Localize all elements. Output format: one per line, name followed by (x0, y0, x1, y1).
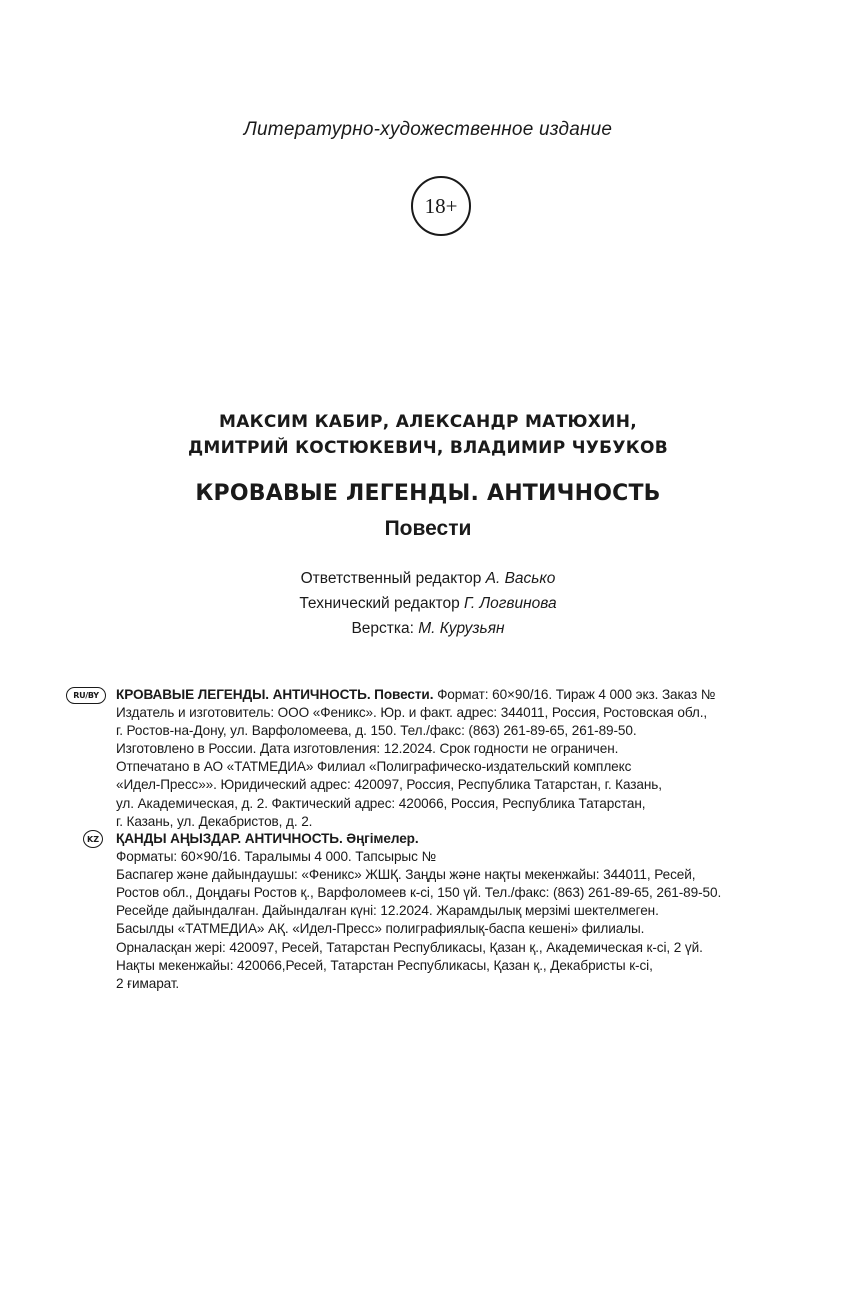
age-rating-badge (411, 176, 471, 236)
imprint-line (116, 686, 715, 704)
imprint-kz-block (116, 830, 721, 993)
credit-name: М. Курузьян (418, 620, 505, 637)
book-title: КРОВАВЫЕ ЛЕГЕНДЫ. АНТИЧНОСТЬ (195, 481, 661, 506)
imprint-line: ул. Академическая, д. 2. Фактический адрес: 420066, Россия, Республика Татарстан, (116, 795, 646, 811)
imprint-line: Ресейде дайындалған. Дайындалған күні: 12.2024. Жарамдылық мерзімі шектелмеген. (116, 903, 659, 919)
imprint-line: г. Ростов-на-Дону, ул. Варфоломеева, д. 150. Тел./факс: (863) 261-89-65, 261-89-50. (116, 723, 637, 739)
credit-name: Г. Логвинова (464, 595, 557, 612)
imprint-line: Форматы: 60×90/16. Таралымы 4 000. Тапсырыс № (116, 849, 436, 865)
genre-label: Литературно-художественное издание (243, 119, 613, 140)
imprint-line: Издатель и изготовитель: ООО «Феникс». Юр. и факт. адрес: 344011, Россия, Ростовская обл., (116, 705, 708, 721)
imprint-line (116, 830, 721, 848)
imprint-line: Нақты мекенжайы: 420066,Ресей, Татарстан Республикасы, Қазан қ., Декабристы к-сі, (116, 957, 653, 973)
imprint-title: КРОВАВЫЕ ЛЕГЕНДЫ. АНТИЧНОСТЬ. Повести. (116, 687, 434, 702)
age-rating-text: 18+ (424, 193, 458, 218)
authors-line: ДМИТРИЙ КОСТЮКЕВИЧ, ВЛАДИМИР ЧУБУКОВ (187, 438, 669, 458)
imprint-line: «Идел-Пресс»». Юридический адрес: 420097, Россия, Республика Татарстан, г. Казань, (116, 777, 662, 793)
authors-block (0, 409, 856, 461)
kz-badge (83, 830, 103, 848)
imprint-line: Отпечатано в АО «ТАТМЕДИА» Филиал «Полиграфическо-издательский комплекс (116, 759, 632, 775)
imprint-line: Изготовлено в России. Дата изготовления: 12.2024. Срок годности не ограничен. (116, 741, 619, 757)
imprint-line: Басылды «ТАТМЕДИА» АҚ. «Идел-Пресс» полиграфиялық-баспа кешені» филиалы. (116, 921, 645, 937)
imprint-line: Ростов обл., Доңдағы Ростов қ., Варфоломеев к-сі, 150 үй. Тел./факс: (863) 261-89-65, 261-89-50. (116, 885, 722, 901)
ru-by-badge-text: RU/BY (73, 691, 99, 700)
kz-badge-text: KZ (87, 834, 99, 844)
credit-role: Верстка: (351, 620, 414, 637)
credit-line (0, 566, 856, 591)
imprint-line: 2 ғимарат. (116, 975, 180, 991)
credit-name: А. Васько (485, 570, 556, 587)
credit-line (0, 616, 856, 641)
imprint-format: Формат: 60×90/16. Тираж 4 000 экз. Заказ № (437, 687, 716, 702)
imprint-line: Орналасқан жері: 420097, Ресей, Татарстан Республикасы, Қазан қ., Академическая к-сі, 2 үй. (116, 939, 703, 955)
credit-role: Ответственный редактор (300, 570, 482, 587)
book-subtitle: Повести (384, 517, 472, 540)
imprint-line: г. Казань, ул. Декабристов, д. 2. (116, 813, 313, 829)
ru-by-badge (66, 687, 106, 704)
credits-block (0, 566, 856, 641)
authors-line: МАКСИМ КАБИР, АЛЕКСАНДР МАТЮХИН, (219, 412, 637, 432)
imprint-line: Баспагер және дайындаушы: «Феникс» ЖШҚ. Заңды және нақты мекенжайы: 344011, Ресей, (116, 867, 696, 883)
imprint-title: ҚАНДЫ АҢЫЗДАР. АНТИЧНОСТЬ. Әңгімелер. (116, 831, 419, 846)
credit-role: Технический редактор (299, 595, 460, 612)
imprint-ru-block (116, 686, 715, 831)
credit-line (0, 591, 856, 616)
